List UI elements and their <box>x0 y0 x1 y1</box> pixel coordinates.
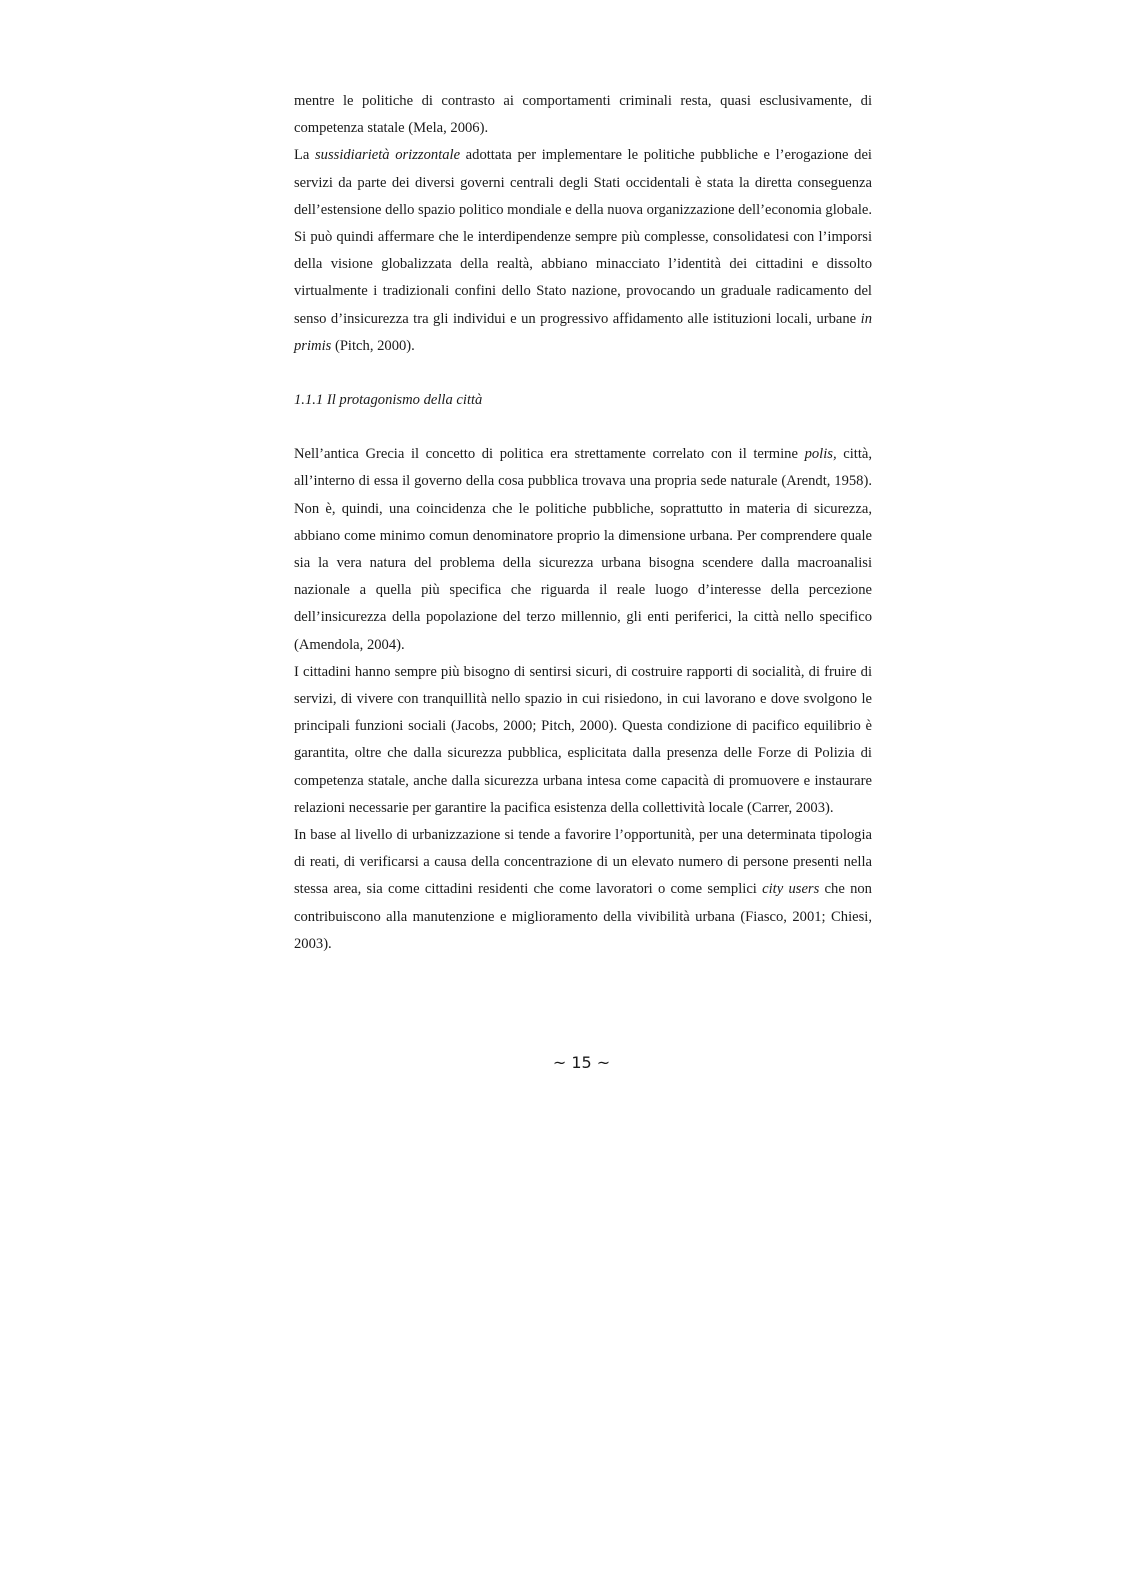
paragraph-4-text-a: Nell’antica Grecia il concetto di politica era strettamente correlato con il termine <box>294 446 805 463</box>
paragraph-2-text-a: La <box>294 147 315 164</box>
paragraph-3-text-a: Si può quindi affermare che le interdipendenze sempre più complesse, consolidatesi con l’imporsi della visione globalizzata della realtà, abbiano minacciato l’identità dei cittadini e dissolto virtualmente i tradizionali confini dello Stato nazione, provocando un graduale radicamento del senso d’insicurezza tra gli individui e un progressivo affidamento alle istituzioni locali, urbane <box>294 229 872 327</box>
page-body <box>294 88 872 958</box>
paragraph-1-text: mentre le politiche di contrasto ai comportamenti criminali resta, quasi esclusivamente, di competenza statale (Mela, 2006). <box>294 93 872 137</box>
paragraph-5 <box>294 659 872 822</box>
paragraph-4-italic-term: polis, <box>804 446 837 463</box>
paragraph-3 <box>294 224 872 360</box>
page-number: ~ 15 ~ <box>552 1053 611 1072</box>
paragraph-6-text-a: In base al livello di urbanizzazione si tende a favorire l’opportunità, per una determinata tipologia di reati, di verificarsi a causa della concentrazione di un elevato numero di persone presenti nella stessa area, sia come cittadini residenti che come lavoratori o come semplici <box>294 827 872 898</box>
paragraph-6 <box>294 822 872 958</box>
paragraph-2-italic-term: sussidiarietà orizzontale <box>315 147 461 164</box>
paragraph-6-italic-term: city users <box>762 881 820 898</box>
paragraph-2 <box>294 142 872 224</box>
paragraph-2-text-b: adottata per implementare le politiche pubbliche e l’erogazione dei servizi da parte dei diversi governi centrali degli Stati occidentali è stata la diretta conseguenza dell’estensione dello spazio politico mondiale e della nuova organizzazione dell’economia globale. <box>294 147 873 218</box>
paragraph-3-italic-term: in primis <box>294 310 872 354</box>
section-heading: 1.1.1 Il protagonismo della città <box>294 392 483 409</box>
paragraph-1 <box>294 88 872 142</box>
paragraph-4-text-b: città, all’interno di essa il governo della cosa pubblica trovava una propria sede naturale (Arendt, 1958). Non è, quindi, una coincidenza che le politiche pubbliche, soprattutto in materia di sicurezza, abbiano come minimo comun denominatore proprio la dimensione urbana. Per comprendere quale sia la vera natura del problema della sicurezza urbana bisogna scendere dalla macroanalisi nazionale a quella più specifica che riguarda il reale luogo d’interesse della percezione dell’insicurezza della popolazione del terzo millennio, gli enti periferici, la città nello specifico (Amendola, 2004). <box>294 446 872 653</box>
paragraph-4 <box>294 441 872 659</box>
paragraph-3-text-b: (Pitch, 2000). <box>331 337 415 354</box>
paragraph-5-text: I cittadini hanno sempre più bisogno di sentirsi sicuri, di costruire rapporti di socialità, di fruire di servizi, di vivere con tranquillità nello spazio in cui risiedono, in cui lavorano e dove svolgono le principali funzioni sociali (Jacobs, 2000; Pitch, 2000). Questa condizione di pacifico equilibrio è garantita, oltre che dalla sicurezza pubblica, esplicitata dalla presenza delle Forze di Polizia di competenza statale, anche dalla sicurezza urbana intesa come capacità di promuovere e instaurare relazioni necessarie per garantire la pacifica esistenza della collettività locale (Carrer, 2003). <box>294 663 872 816</box>
paragraph-6-text-b: che non contribuiscono alla manutenzione e miglioramento della vivibilità urbana (Fiasco, 2001; Chiesi, 2003). <box>294 881 872 952</box>
